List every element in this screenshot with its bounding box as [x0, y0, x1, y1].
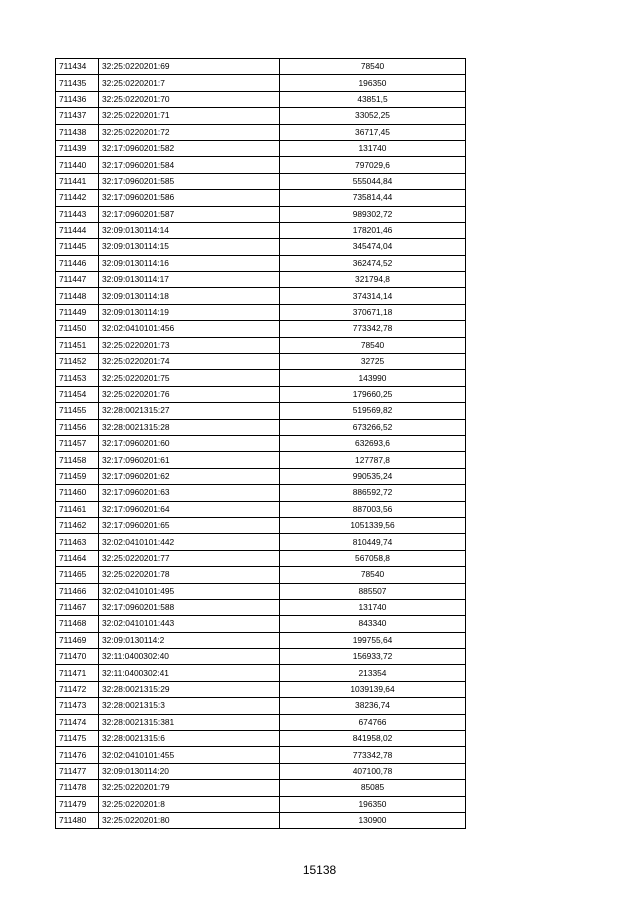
- row-id-cell: 711467: [56, 599, 99, 615]
- table-row: [56, 616, 466, 632]
- value-cell: 213354: [280, 665, 466, 681]
- cadastral-number-cell: 32:17:0960201:588: [99, 599, 280, 615]
- table-row: [56, 272, 466, 288]
- cadastral-number-cell: 32:17:0960201:62: [99, 468, 280, 484]
- row-id-cell: 711438: [56, 124, 99, 140]
- cadastral-number-cell: 32:17:0960201:65: [99, 517, 280, 533]
- row-id-cell: 711434: [56, 59, 99, 75]
- cadastral-number-cell: 32:17:0960201:61: [99, 452, 280, 468]
- cadastral-number-cell: 32:25:0220201:73: [99, 337, 280, 353]
- table-row: [56, 714, 466, 730]
- cadastral-number-cell: 32:09:0130114:16: [99, 255, 280, 271]
- row-id-cell: 711459: [56, 468, 99, 484]
- row-id-cell: 711453: [56, 370, 99, 386]
- cadastral-number-cell: 32:25:0220201:7: [99, 75, 280, 91]
- row-id-cell: 711461: [56, 501, 99, 517]
- table-row: [56, 108, 466, 124]
- value-cell: 773342,78: [280, 321, 466, 337]
- page-number: 15138: [302, 863, 337, 877]
- value-cell: 131740: [280, 140, 466, 156]
- cadastral-number-cell: 32:25:0220201:76: [99, 386, 280, 402]
- table-row: [56, 124, 466, 140]
- cadastral-number-cell: 32:25:0220201:69: [99, 59, 280, 75]
- cadastral-number-cell: 32:28:0021315:28: [99, 419, 280, 435]
- cadastral-number-cell: 32:02:0410101:456: [99, 321, 280, 337]
- row-id-cell: 711476: [56, 747, 99, 763]
- row-id-cell: 711463: [56, 534, 99, 550]
- value-cell: 555044,84: [280, 173, 466, 189]
- row-id-cell: 711455: [56, 403, 99, 419]
- row-id-cell: 711450: [56, 321, 99, 337]
- cadastral-number-cell: 32:25:0220201:74: [99, 354, 280, 370]
- row-id-cell: 711470: [56, 649, 99, 665]
- table-row: [56, 485, 466, 501]
- row-id-cell: 711474: [56, 714, 99, 730]
- value-cell: 156933,72: [280, 649, 466, 665]
- cadastral-number-cell: 32:25:0220201:79: [99, 780, 280, 796]
- row-id-cell: 711447: [56, 272, 99, 288]
- value-cell: 178201,46: [280, 222, 466, 238]
- row-id-cell: 711439: [56, 140, 99, 156]
- cadastral-number-cell: 32:25:0220201:8: [99, 796, 280, 812]
- cadastral-number-cell: 32:09:0130114:19: [99, 304, 280, 320]
- value-cell: 36717,45: [280, 124, 466, 140]
- table-row: [56, 698, 466, 714]
- value-cell: 370671,18: [280, 304, 466, 320]
- value-cell: 841958,02: [280, 731, 466, 747]
- row-id-cell: 711468: [56, 616, 99, 632]
- row-id-cell: 711452: [56, 354, 99, 370]
- cadastral-number-cell: 32:28:0021315:3: [99, 698, 280, 714]
- value-cell: 673266,52: [280, 419, 466, 435]
- cadastral-number-cell: 32:25:0220201:77: [99, 550, 280, 566]
- cadastral-number-cell: 32:09:0130114:14: [99, 222, 280, 238]
- cadastral-number-cell: 32:28:0021315:381: [99, 714, 280, 730]
- value-cell: 989302,72: [280, 206, 466, 222]
- table-row: [56, 337, 466, 353]
- table-row: [56, 534, 466, 550]
- table-row: [56, 550, 466, 566]
- cadastral-number-cell: 32:09:0130114:17: [99, 272, 280, 288]
- row-id-cell: 711437: [56, 108, 99, 124]
- row-id-cell: 711451: [56, 337, 99, 353]
- row-id-cell: 711472: [56, 681, 99, 697]
- cadastral-number-cell: 32:17:0960201:586: [99, 190, 280, 206]
- cadastral-number-cell: 32:25:0220201:72: [99, 124, 280, 140]
- table-row: [56, 501, 466, 517]
- row-id-cell: 711478: [56, 780, 99, 796]
- row-id-cell: 711436: [56, 91, 99, 107]
- cadastral-number-cell: 32:25:0220201:75: [99, 370, 280, 386]
- value-cell: 1051339,56: [280, 517, 466, 533]
- value-cell: 773342,78: [280, 747, 466, 763]
- row-id-cell: 711477: [56, 763, 99, 779]
- table-row: [56, 75, 466, 91]
- table-row: [56, 649, 466, 665]
- cadastral-number-cell: 32:17:0960201:582: [99, 140, 280, 156]
- cadastral-number-cell: 32:02:0410101:442: [99, 534, 280, 550]
- cadastral-number-cell: 32:02:0410101:455: [99, 747, 280, 763]
- value-cell: 886592,72: [280, 485, 466, 501]
- cadastral-number-cell: 32:28:0021315:27: [99, 403, 280, 419]
- row-id-cell: 711458: [56, 452, 99, 468]
- value-cell: 345474,04: [280, 239, 466, 255]
- table-row: [56, 517, 466, 533]
- value-cell: 179660,25: [280, 386, 466, 402]
- value-cell: 1039139,64: [280, 681, 466, 697]
- value-cell: 990535,24: [280, 468, 466, 484]
- value-cell: 78540: [280, 59, 466, 75]
- value-cell: 43851,5: [280, 91, 466, 107]
- cadastral-value-table: [55, 58, 466, 829]
- value-cell: 810449,74: [280, 534, 466, 550]
- table-body: [56, 59, 466, 829]
- cadastral-number-cell: 32:25:0220201:71: [99, 108, 280, 124]
- row-id-cell: 711475: [56, 731, 99, 747]
- table-row: [56, 190, 466, 206]
- row-id-cell: 711444: [56, 222, 99, 238]
- table-row: [56, 140, 466, 156]
- row-id-cell: 711465: [56, 567, 99, 583]
- value-cell: 674766: [280, 714, 466, 730]
- value-cell: 196350: [280, 796, 466, 812]
- cadastral-number-cell: 32:25:0220201:80: [99, 812, 280, 828]
- row-id-cell: 711469: [56, 632, 99, 648]
- row-id-cell: 711464: [56, 550, 99, 566]
- value-cell: 78540: [280, 567, 466, 583]
- table-row: [56, 763, 466, 779]
- cadastral-number-cell: 32:28:0021315:29: [99, 681, 280, 697]
- value-cell: 519569,82: [280, 403, 466, 419]
- row-id-cell: 711435: [56, 75, 99, 91]
- value-cell: 131740: [280, 599, 466, 615]
- table-row: [56, 239, 466, 255]
- value-cell: 127787,8: [280, 452, 466, 468]
- table-row: [56, 468, 466, 484]
- value-cell: 321794,8: [280, 272, 466, 288]
- cadastral-number-cell: 32:11:0400302:41: [99, 665, 280, 681]
- table-row: [56, 370, 466, 386]
- table-row: [56, 435, 466, 451]
- table-row: [56, 403, 466, 419]
- cadastral-number-cell: 32:28:0021315:6: [99, 731, 280, 747]
- value-cell: 567058,8: [280, 550, 466, 566]
- value-cell: 632693,6: [280, 435, 466, 451]
- value-cell: 735814,44: [280, 190, 466, 206]
- row-id-cell: 711449: [56, 304, 99, 320]
- table-row: [56, 796, 466, 812]
- value-cell: 407100,78: [280, 763, 466, 779]
- row-id-cell: 711471: [56, 665, 99, 681]
- table-row: [56, 780, 466, 796]
- cadastral-number-cell: 32:17:0960201:63: [99, 485, 280, 501]
- table-row: [56, 681, 466, 697]
- table-row: [56, 386, 466, 402]
- value-cell: 38236,74: [280, 698, 466, 714]
- value-cell: 85085: [280, 780, 466, 796]
- value-cell: 196350: [280, 75, 466, 91]
- row-id-cell: 711443: [56, 206, 99, 222]
- table-row: [56, 206, 466, 222]
- table-row: [56, 812, 466, 828]
- table-row: [56, 91, 466, 107]
- table-row: [56, 419, 466, 435]
- table-row: [56, 354, 466, 370]
- table-row: [56, 567, 466, 583]
- value-cell: 374314,14: [280, 288, 466, 304]
- table-row: [56, 452, 466, 468]
- cadastral-number-cell: 32:25:0220201:70: [99, 91, 280, 107]
- cadastral-number-cell: 32:17:0960201:64: [99, 501, 280, 517]
- row-id-cell: 711480: [56, 812, 99, 828]
- table-row: [56, 173, 466, 189]
- table-row: [56, 157, 466, 173]
- row-id-cell: 711466: [56, 583, 99, 599]
- row-id-cell: 711441: [56, 173, 99, 189]
- value-cell: 78540: [280, 337, 466, 353]
- value-cell: 32725: [280, 354, 466, 370]
- table-row: [56, 632, 466, 648]
- row-id-cell: 711460: [56, 485, 99, 501]
- table-row: [56, 59, 466, 75]
- row-id-cell: 711448: [56, 288, 99, 304]
- cadastral-number-cell: 32:17:0960201:60: [99, 435, 280, 451]
- row-id-cell: 711454: [56, 386, 99, 402]
- table-row: [56, 304, 466, 320]
- value-cell: 843340: [280, 616, 466, 632]
- table-row: [56, 288, 466, 304]
- table-row: [56, 222, 466, 238]
- cadastral-number-cell: 32:17:0960201:584: [99, 157, 280, 173]
- table-row: [56, 255, 466, 271]
- cadastral-number-cell: 32:09:0130114:2: [99, 632, 280, 648]
- table-row: [56, 599, 466, 615]
- value-cell: 143990: [280, 370, 466, 386]
- value-cell: 885507: [280, 583, 466, 599]
- row-id-cell: 711462: [56, 517, 99, 533]
- row-id-cell: 711445: [56, 239, 99, 255]
- table-row: [56, 665, 466, 681]
- value-cell: 33052,25: [280, 108, 466, 124]
- row-id-cell: 711473: [56, 698, 99, 714]
- row-id-cell: 711446: [56, 255, 99, 271]
- cadastral-number-cell: 32:09:0130114:15: [99, 239, 280, 255]
- cadastral-number-cell: 32:09:0130114:18: [99, 288, 280, 304]
- cadastral-number-cell: 32:11:0400302:40: [99, 649, 280, 665]
- cadastral-number-cell: 32:17:0960201:587: [99, 206, 280, 222]
- row-id-cell: 711456: [56, 419, 99, 435]
- table-row: [56, 583, 466, 599]
- value-cell: 199755,64: [280, 632, 466, 648]
- row-id-cell: 711457: [56, 435, 99, 451]
- table-row: [56, 321, 466, 337]
- cadastral-number-cell: 32:02:0410101:443: [99, 616, 280, 632]
- cadastral-number-cell: 32:09:0130114:20: [99, 763, 280, 779]
- value-cell: 887003,56: [280, 501, 466, 517]
- cadastral-number-cell: 32:25:0220201:78: [99, 567, 280, 583]
- cadastral-number-cell: 32:17:0960201:585: [99, 173, 280, 189]
- row-id-cell: 711442: [56, 190, 99, 206]
- row-id-cell: 711440: [56, 157, 99, 173]
- value-cell: 362474,52: [280, 255, 466, 271]
- table-row: [56, 731, 466, 747]
- value-cell: 130900: [280, 812, 466, 828]
- table-row: [56, 747, 466, 763]
- cadastral-number-cell: 32:02:0410101:495: [99, 583, 280, 599]
- value-cell: 797029,6: [280, 157, 466, 173]
- row-id-cell: 711479: [56, 796, 99, 812]
